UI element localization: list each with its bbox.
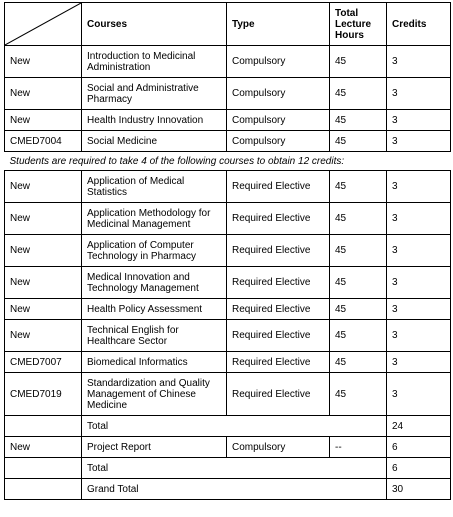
course-credits: 3 xyxy=(387,320,451,352)
course-type: Compulsory xyxy=(227,78,330,110)
course-credits: 3 xyxy=(387,171,451,203)
course-table xyxy=(4,2,451,500)
course-code: New xyxy=(5,267,82,299)
course-hours: 45 xyxy=(330,352,387,373)
course-hours: -- xyxy=(330,437,387,458)
total-row xyxy=(5,416,451,437)
course-credits: 3 xyxy=(387,267,451,299)
course-type: Required Elective xyxy=(227,299,330,320)
table-row xyxy=(5,131,451,152)
course-hours: 45 xyxy=(330,235,387,267)
course-type: Compulsory xyxy=(227,437,330,458)
course-name: Application Methodology for Medicinal Management xyxy=(82,203,227,235)
diagonal-line xyxy=(5,3,81,45)
course-hours: 45 xyxy=(330,373,387,416)
course-code: New xyxy=(5,171,82,203)
total-row xyxy=(5,458,451,479)
elective-note: Students are required to take 4 of the following courses to obtain 12 credits: xyxy=(5,152,451,171)
course-type: Required Elective xyxy=(227,171,330,203)
course-name: Social and Administrative Pharmacy xyxy=(82,78,227,110)
course-name: Standardization and Quality Management of Chinese Medicine xyxy=(82,373,227,416)
grand-total-label: Grand Total xyxy=(82,479,387,500)
table-row xyxy=(5,437,451,458)
table-row xyxy=(5,46,451,78)
table-row xyxy=(5,171,451,203)
course-code: New xyxy=(5,46,82,78)
grand-total-credits: 30 xyxy=(387,479,451,500)
course-code: CMED7019 xyxy=(5,373,82,416)
course-credits: 3 xyxy=(387,46,451,78)
note-row xyxy=(5,152,451,171)
table-row xyxy=(5,299,451,320)
course-hours: 45 xyxy=(330,267,387,299)
empty-cell xyxy=(5,479,82,500)
course-type: Required Elective xyxy=(227,235,330,267)
total-label: Total xyxy=(82,458,387,479)
header-hours: Total Lecture Hours xyxy=(330,3,387,46)
course-type: Compulsory xyxy=(227,110,330,131)
course-code: CMED7004 xyxy=(5,131,82,152)
course-name: Social Medicine xyxy=(82,131,227,152)
course-code: New xyxy=(5,203,82,235)
course-type: Required Elective xyxy=(227,320,330,352)
table-row xyxy=(5,110,451,131)
course-credits: 3 xyxy=(387,373,451,416)
table-row xyxy=(5,78,451,110)
course-hours: 45 xyxy=(330,46,387,78)
course-name: Application of Computer Technology in Pharmacy xyxy=(82,235,227,267)
course-code: New xyxy=(5,110,82,131)
diagonal-header-cell xyxy=(5,3,82,46)
course-hours: 45 xyxy=(330,131,387,152)
course-code: New xyxy=(5,235,82,267)
course-hours: 45 xyxy=(330,110,387,131)
empty-cell xyxy=(5,416,82,437)
course-credits: 3 xyxy=(387,78,451,110)
course-code: New xyxy=(5,437,82,458)
course-hours: 45 xyxy=(330,299,387,320)
course-type: Compulsory xyxy=(227,46,330,78)
header-type: Type xyxy=(227,3,330,46)
course-code: New xyxy=(5,299,82,320)
course-credits: 3 xyxy=(387,299,451,320)
course-code: CMED7007 xyxy=(5,352,82,373)
course-hours: 45 xyxy=(330,320,387,352)
course-credits: 3 xyxy=(387,131,451,152)
table-row xyxy=(5,235,451,267)
course-credits: 3 xyxy=(387,203,451,235)
course-type: Required Elective xyxy=(227,267,330,299)
header-credits: Credits xyxy=(387,3,451,46)
course-name: Project Report xyxy=(82,437,227,458)
table-row xyxy=(5,203,451,235)
course-credits: 3 xyxy=(387,110,451,131)
course-hours: 45 xyxy=(330,203,387,235)
course-type: Required Elective xyxy=(227,352,330,373)
course-type: Required Elective xyxy=(227,203,330,235)
course-hours: 45 xyxy=(330,78,387,110)
course-hours: 45 xyxy=(330,171,387,203)
course-credits: 3 xyxy=(387,352,451,373)
course-type: Compulsory xyxy=(227,131,330,152)
course-name: Introduction to Medicinal Administration xyxy=(82,46,227,78)
course-name: Application of Medical Statistics xyxy=(82,171,227,203)
course-code: New xyxy=(5,320,82,352)
header-row xyxy=(5,3,451,46)
table-row xyxy=(5,373,451,416)
course-name: Biomedical Informatics xyxy=(82,352,227,373)
course-name: Medical Innovation and Technology Management xyxy=(82,267,227,299)
course-name: Health Industry Innovation xyxy=(82,110,227,131)
course-credits: 6 xyxy=(387,437,451,458)
total-label: Total xyxy=(82,416,387,437)
course-name: Health Policy Assessment xyxy=(82,299,227,320)
course-name: Technical English for Healthcare Sector xyxy=(82,320,227,352)
course-code: New xyxy=(5,78,82,110)
total-credits: 6 xyxy=(387,458,451,479)
header-courses: Courses xyxy=(82,3,227,46)
table-row xyxy=(5,267,451,299)
course-credits: 3 xyxy=(387,235,451,267)
grand-total-row xyxy=(5,479,451,500)
empty-cell xyxy=(5,458,82,479)
table-row xyxy=(5,320,451,352)
total-credits: 24 xyxy=(387,416,451,437)
course-type: Required Elective xyxy=(227,373,330,416)
table-row xyxy=(5,352,451,373)
